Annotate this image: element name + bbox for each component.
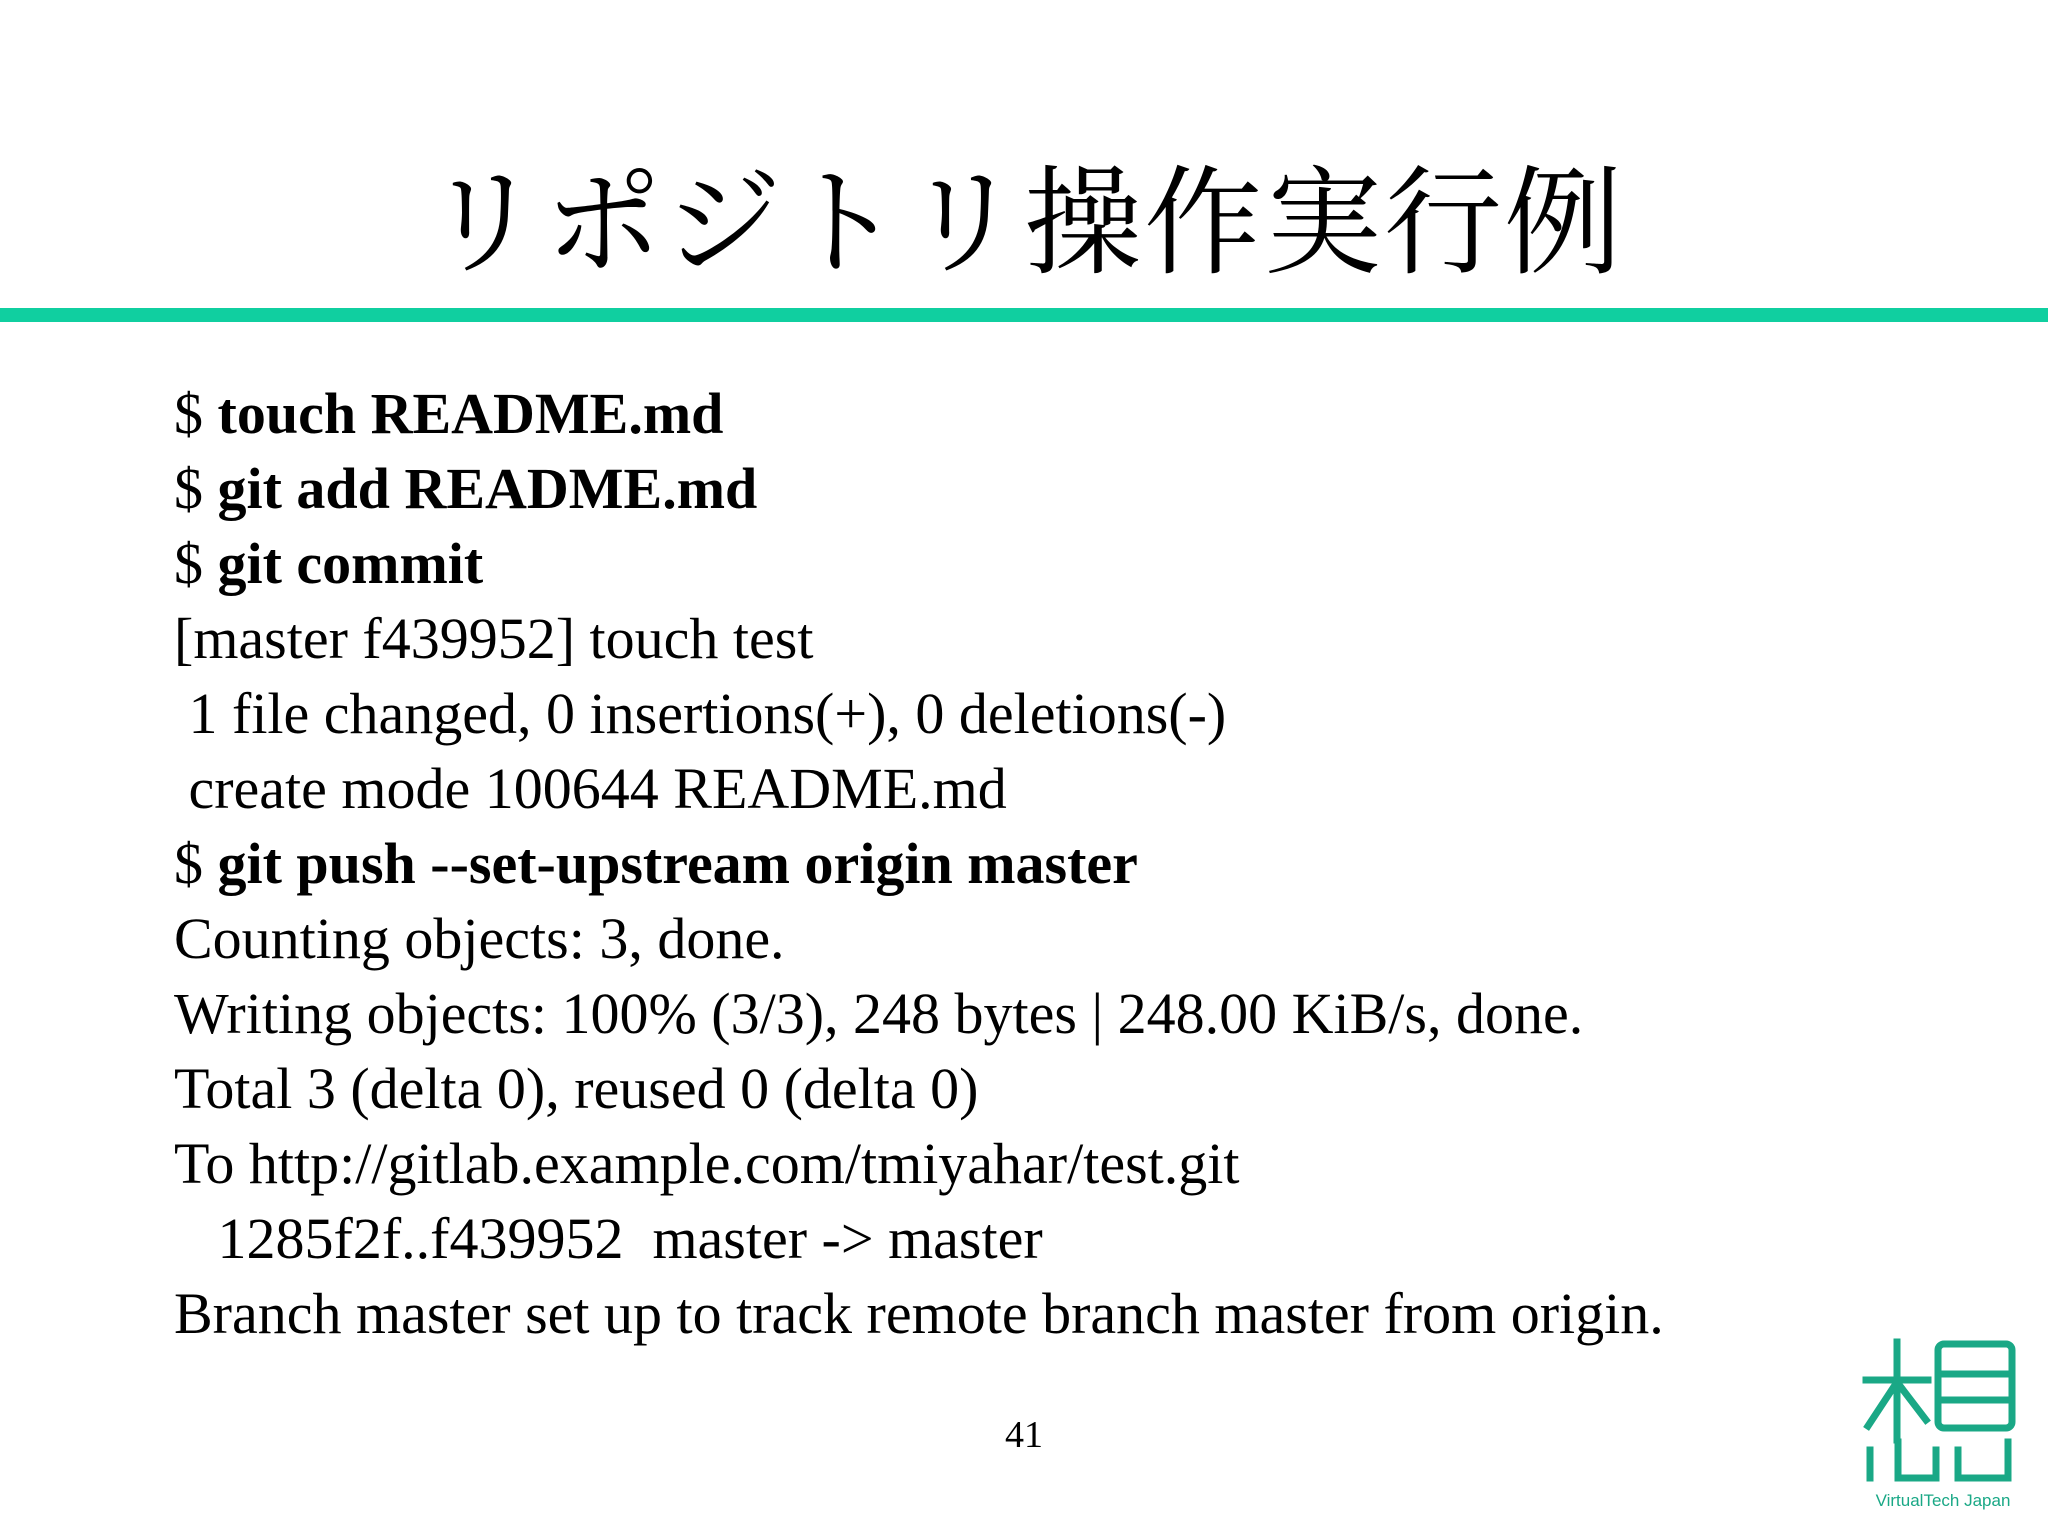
- output-line: 1285f2f..f439952 master -> master: [174, 1206, 1043, 1271]
- output-line: To http://gitlab.example.com/tmiyahar/test.git: [174, 1131, 1240, 1196]
- command-line: [174, 451, 1974, 526]
- command-text: git add README.md: [217, 456, 758, 521]
- command-text: git commit: [217, 531, 484, 596]
- prompt-symbol: $: [174, 456, 218, 521]
- slide-title: リポジトリ操作実行例: [423, 154, 1624, 292]
- command-line: [174, 376, 1974, 451]
- title-divider: [0, 308, 2048, 322]
- company-logo: [1858, 1330, 2028, 1520]
- prompt-symbol: $: [174, 831, 218, 896]
- output-line: Counting objects: 3, done.: [174, 906, 785, 971]
- command-text: git push --set-upstream origin master: [217, 831, 1138, 896]
- terminal-transcript: [174, 376, 1974, 1351]
- command-line: [174, 526, 1974, 601]
- output-line: create mode 100644 README.md: [174, 756, 1007, 821]
- output-line: [master f439952] touch test: [174, 606, 814, 671]
- output-line: Total 3 (delta 0), reused 0 (delta 0): [174, 1056, 979, 1121]
- prompt-symbol: $: [174, 381, 218, 446]
- command-line: [174, 826, 1974, 901]
- prompt-symbol: $: [174, 531, 218, 596]
- command-text: touch README.md: [217, 381, 724, 446]
- logo-mark-icon: [1858, 1330, 2028, 1490]
- page-number: 41: [1005, 1414, 1043, 1456]
- output-line: Branch master set up to track remote branch master from origin.: [174, 1281, 1664, 1346]
- output-line: 1 file changed, 0 insertions(+), 0 deletions(-): [174, 681, 1227, 746]
- output-line: Writing objects: 100% (3/3), 248 bytes | 248.00 KiB/s, done.: [174, 981, 1584, 1046]
- logo-caption: VirtualTech Japan: [1875, 1491, 2011, 1510]
